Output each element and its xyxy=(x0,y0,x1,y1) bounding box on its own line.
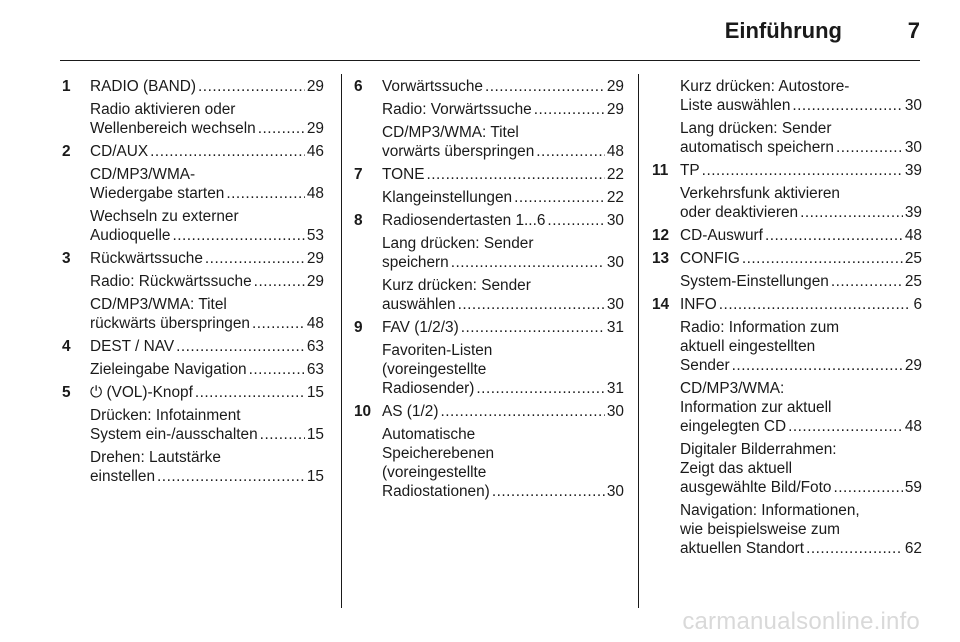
entry-number: 10 xyxy=(354,403,372,420)
entry-text: Zeigt das aktuell xyxy=(680,460,793,477)
entry-heading xyxy=(382,318,624,337)
dot-leader xyxy=(485,77,605,96)
page-reference[interactable]: 29 xyxy=(904,357,922,374)
entry-text: CONFIG xyxy=(680,250,740,267)
page-reference[interactable]: 31 xyxy=(606,319,624,336)
entry-description xyxy=(680,501,922,558)
page-reference[interactable]: 48 xyxy=(606,143,624,160)
entry-text: aktuellen Standort xyxy=(680,540,805,557)
entry-text: TONE xyxy=(382,166,425,183)
page-reference[interactable]: 29 xyxy=(306,120,324,137)
entry-text: CD-Auswurf xyxy=(680,227,763,244)
dot-leader xyxy=(492,482,605,501)
index-entry xyxy=(354,211,624,314)
entry-text: Lang drücken: Sender xyxy=(382,235,534,252)
entry-text: CD/AUX xyxy=(90,143,149,160)
page-reference[interactable]: 53 xyxy=(306,227,324,244)
entry-text: vorwärts überspringen xyxy=(382,143,535,160)
entry-text: eingelegten CD xyxy=(680,418,787,435)
entry-text: Audioquelle xyxy=(90,227,171,244)
page-reference[interactable]: 15 xyxy=(306,384,324,401)
page-reference[interactable]: 39 xyxy=(904,162,922,179)
entry-text: Speicherebenen xyxy=(382,445,495,462)
entry-text: Klangeinstellungen xyxy=(382,189,513,206)
index-entry xyxy=(652,249,922,291)
dot-leader xyxy=(254,272,305,291)
page-reference[interactable]: 29 xyxy=(606,78,624,95)
dot-leader xyxy=(476,379,604,398)
entry-description xyxy=(90,100,324,138)
page-reference[interactable]: 30 xyxy=(606,254,624,271)
dot-leader xyxy=(800,203,903,222)
entry-description xyxy=(90,207,324,245)
page-reference[interactable]: 30 xyxy=(904,139,922,156)
entry-text: (voreingestellte xyxy=(382,361,487,378)
dot-leader xyxy=(547,211,604,230)
index-entry xyxy=(62,142,324,245)
entry-text: Radiosendertasten 1...6 xyxy=(382,212,546,229)
page-reference[interactable]: 25 xyxy=(904,273,922,290)
page-reference[interactable]: 59 xyxy=(904,479,922,496)
dot-leader xyxy=(702,161,903,180)
entry-text: Verkehrsfunk aktivieren xyxy=(680,185,840,202)
entry-description xyxy=(90,448,324,486)
entry-description xyxy=(90,360,324,379)
page-reference[interactable]: 30 xyxy=(606,212,624,229)
entry-heading xyxy=(90,77,324,96)
dot-leader xyxy=(831,272,903,291)
entry-text: Radio: Information zum xyxy=(680,319,840,336)
dot-leader xyxy=(226,184,305,203)
dot-leader xyxy=(792,96,903,115)
column-divider xyxy=(341,74,342,608)
entry-description xyxy=(382,123,624,161)
entry-text: DEST / NAV xyxy=(90,338,175,355)
entry-text: Radio: Vorwärtssuche xyxy=(382,101,532,118)
entry-heading xyxy=(382,211,624,230)
entry-text: Liste auswählen xyxy=(680,97,791,114)
entry-text: INFO xyxy=(680,296,717,313)
page-reference[interactable]: 48 xyxy=(306,315,324,332)
entry-number: 3 xyxy=(62,250,71,267)
entry-number: 8 xyxy=(354,212,363,229)
dot-leader xyxy=(258,119,305,138)
entry-text: CD/MP3/WMA: Titel xyxy=(90,296,227,313)
entry-description xyxy=(90,295,324,333)
column-3 xyxy=(652,77,922,562)
page-reference[interactable]: 29 xyxy=(306,250,324,267)
entry-number: 7 xyxy=(354,166,363,183)
dot-leader xyxy=(719,295,912,314)
entry-description xyxy=(680,379,922,436)
entry-heading xyxy=(382,77,624,96)
entry-text: Automatische xyxy=(382,426,476,443)
index-entry xyxy=(62,249,324,333)
entry-text: Sender xyxy=(680,357,730,374)
index-entry xyxy=(354,318,624,398)
entry-text: speichern xyxy=(382,254,449,271)
index-entry xyxy=(354,402,624,501)
entry-text: System-Einstellungen xyxy=(680,273,829,290)
entry-text: AS (1/2) xyxy=(382,403,439,420)
entry-description xyxy=(680,119,922,157)
page-reference[interactable]: 62 xyxy=(904,540,922,557)
entry-text: Zieleingabe Navigation xyxy=(90,361,247,378)
page-reference[interactable]: 22 xyxy=(606,189,624,206)
entry-description xyxy=(382,188,624,207)
entry-text: Wiedergabe starten xyxy=(90,185,225,202)
entry-text: einstellen xyxy=(90,468,156,485)
index-entry xyxy=(354,165,624,207)
dot-leader xyxy=(440,402,604,421)
page-reference[interactable]: 29 xyxy=(606,101,624,118)
dot-leader xyxy=(176,337,305,356)
entry-text: oder deaktivieren xyxy=(680,204,799,221)
entry-text: (voreingestellte xyxy=(382,464,487,481)
dot-leader xyxy=(198,77,305,96)
entry-text: ausgewählte Bild/Foto xyxy=(680,479,832,496)
dot-leader xyxy=(534,100,605,119)
entry-number: 4 xyxy=(62,338,71,355)
index-entry xyxy=(652,161,922,222)
dot-leader xyxy=(150,142,305,161)
page-reference[interactable]: 6 xyxy=(913,296,922,313)
entry-text: aktuell eingestellten xyxy=(680,338,816,355)
entry-number: 9 xyxy=(354,319,363,336)
dot-leader xyxy=(195,383,305,402)
entry-text: ⏻ (VOL)-Knopf xyxy=(90,384,193,401)
dot-leader xyxy=(451,253,605,272)
index-entry xyxy=(62,337,324,379)
entry-number: 14 xyxy=(652,296,670,313)
entry-description xyxy=(382,100,624,119)
index-entry xyxy=(354,77,624,161)
page-reference[interactable]: 30 xyxy=(606,296,624,313)
entry-text: Radio aktivieren oder xyxy=(90,101,236,118)
column-2 xyxy=(354,77,624,505)
page-reference[interactable]: 46 xyxy=(306,143,324,160)
entry-description xyxy=(90,406,324,444)
entry-text: Rückwärtssuche xyxy=(90,250,203,267)
entry-text: Drehen: Lautstärke xyxy=(90,449,221,466)
entry-heading xyxy=(382,165,624,184)
page-reference[interactable]: 30 xyxy=(606,403,624,420)
entry-description xyxy=(382,341,624,398)
entry-heading xyxy=(382,402,624,421)
dot-leader xyxy=(536,142,605,161)
entry-text: FAV (1/2/3) xyxy=(382,319,459,336)
index-entry xyxy=(652,226,922,245)
entry-text: Lang drücken: Sender xyxy=(680,120,832,137)
column-divider xyxy=(638,74,639,608)
entry-text: wie beispielsweise zum xyxy=(680,521,840,538)
dot-leader xyxy=(426,165,604,184)
page-reference[interactable]: 22 xyxy=(606,166,624,183)
dot-leader xyxy=(514,188,605,207)
page-reference[interactable]: 15 xyxy=(306,426,324,443)
page-header xyxy=(0,0,960,70)
entry-text: Kurz drücken: Autostore- xyxy=(680,78,850,95)
index-entry xyxy=(62,383,324,486)
entry-description xyxy=(680,272,922,291)
page-reference[interactable]: 31 xyxy=(606,380,624,397)
entry-text: automatisch speichern xyxy=(680,139,834,156)
entry-text: rückwärts überspringen xyxy=(90,315,250,332)
entry-text: Navigation: Informationen, xyxy=(680,502,860,519)
dot-leader xyxy=(252,314,305,333)
dot-leader xyxy=(836,138,903,157)
page-reference[interactable]: 30 xyxy=(606,483,624,500)
page-reference[interactable]: 63 xyxy=(306,361,324,378)
entry-text: auswählen xyxy=(382,296,456,313)
index-entry xyxy=(652,77,922,157)
entry-description xyxy=(382,234,624,272)
entry-text: Wellenbereich wechseln xyxy=(90,120,256,137)
dot-leader xyxy=(157,467,305,486)
entry-heading xyxy=(680,226,922,245)
entry-text: CD/MP3/WMA: Titel xyxy=(382,124,519,141)
entry-text: Drücken: Infotainment xyxy=(90,407,241,424)
entry-text: Digitaler Bilderrahmen: xyxy=(680,441,837,458)
entry-text: Wechseln zu externer xyxy=(90,208,239,225)
entry-description xyxy=(680,318,922,375)
entry-number: 5 xyxy=(62,384,71,401)
entry-number: 1 xyxy=(62,78,71,95)
entry-description xyxy=(382,276,624,314)
entry-heading xyxy=(680,77,922,115)
entry-text: RADIO (BAND) xyxy=(90,78,197,95)
entry-number: 11 xyxy=(652,162,669,179)
entry-text: Kurz drücken: Sender xyxy=(382,277,531,294)
dot-leader xyxy=(458,295,605,314)
watermark: carmanualsonline.info xyxy=(682,608,920,635)
page-reference[interactable]: 29 xyxy=(306,78,324,95)
entry-heading xyxy=(90,337,324,356)
entry-text: Radiosender) xyxy=(382,380,475,397)
page-title: Einführung xyxy=(724,18,842,43)
entry-text: CD/MP3/WMA: xyxy=(680,380,785,397)
entry-description xyxy=(680,184,922,222)
entry-text: Favoriten-Listen xyxy=(382,342,493,359)
entry-text: CD/MP3/WMA- xyxy=(90,166,196,183)
page-reference[interactable]: 63 xyxy=(306,338,324,355)
entry-description xyxy=(90,165,324,203)
column-1 xyxy=(62,77,324,490)
entry-heading xyxy=(680,161,922,180)
entry-description xyxy=(680,440,922,497)
dot-leader xyxy=(260,425,305,444)
entry-number: 2 xyxy=(62,143,71,160)
page-number: 7 xyxy=(907,18,920,43)
entry-heading xyxy=(680,295,922,314)
page-reference[interactable]: 48 xyxy=(904,418,922,435)
entry-heading xyxy=(90,383,324,402)
header-divider xyxy=(60,60,920,61)
page-reference[interactable]: 29 xyxy=(306,273,324,290)
dot-leader xyxy=(205,249,305,268)
dot-leader xyxy=(833,478,902,497)
page-reference[interactable]: 30 xyxy=(904,97,922,114)
index-entry xyxy=(652,295,922,558)
dot-leader xyxy=(742,249,903,268)
entry-text: Information zur aktuell xyxy=(680,399,832,416)
index-entry xyxy=(62,77,324,138)
entry-heading xyxy=(90,249,324,268)
dot-leader xyxy=(788,417,903,436)
dot-leader xyxy=(172,226,304,245)
entry-heading xyxy=(680,249,922,268)
entry-heading xyxy=(90,142,324,161)
entry-text: System ein-/ausschalten xyxy=(90,426,258,443)
entry-description xyxy=(382,425,624,501)
entry-number: 12 xyxy=(652,227,670,244)
entry-text: Vorwärtssuche xyxy=(382,78,483,95)
page-reference[interactable]: 48 xyxy=(306,185,324,202)
entry-text: Radio: Rückwärtssuche xyxy=(90,273,252,290)
dot-leader xyxy=(461,318,605,337)
dot-leader xyxy=(806,539,903,558)
dot-leader xyxy=(249,360,305,379)
page-reference[interactable]: 15 xyxy=(306,468,324,485)
entry-description xyxy=(90,272,324,291)
dot-leader xyxy=(732,356,903,375)
entry-number: 13 xyxy=(652,250,670,267)
page-reference[interactable]: 48 xyxy=(904,227,922,244)
page-reference[interactable]: 39 xyxy=(904,204,922,221)
entry-number: 6 xyxy=(354,78,363,95)
page-reference[interactable]: 25 xyxy=(904,250,922,267)
dot-leader xyxy=(765,226,903,245)
entry-text: TP xyxy=(680,162,700,179)
entry-text: Radiostationen) xyxy=(382,483,490,500)
